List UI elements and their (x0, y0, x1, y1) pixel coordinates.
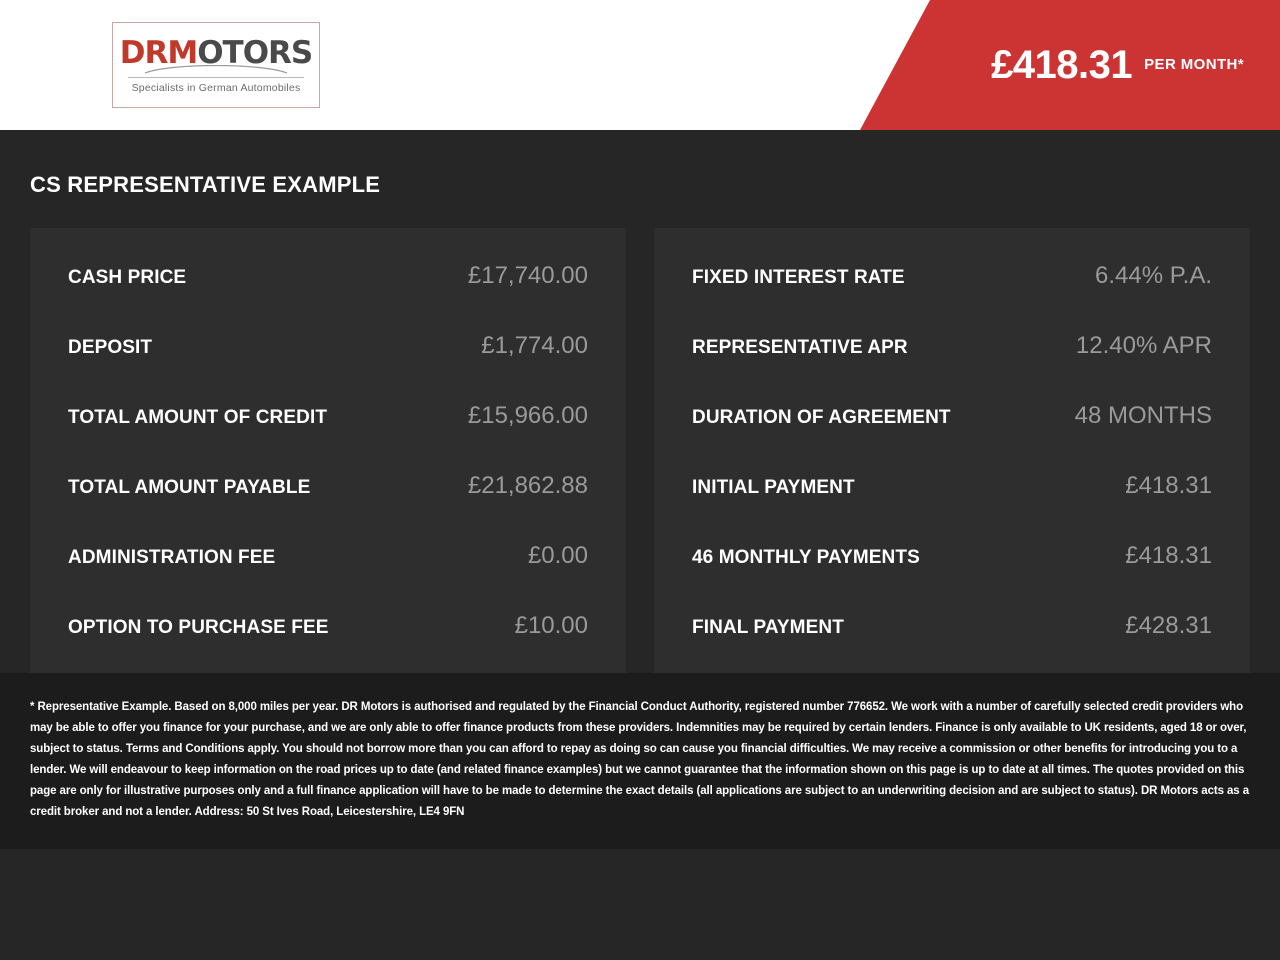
row-label: INITIAL PAYMENT (692, 477, 855, 498)
page-title: CS REPRESENTATIVE EXAMPLE (30, 172, 381, 197)
row-label: FIXED INTEREST RATE (692, 267, 905, 288)
disclaimer-text: * Representative Example. Based on 8,000 miles per year. DR Motors is authorised and regulated by the Financial Conduct Authority, registered number 776652. We work with a number of carefully selected credit providers who may be able to offer you finance for your purchase, and we are only able to offer finance products from these providers. Indemnities may be required by certain lenders. Finance is only available to UK residents, aged 18 or over, subject to status. Terms and Conditions apply. You should not borrow more than you can afford to repay as doing so can cause you financial difficulties. We may receive a commission or other benefits for introducing you to a lender. We will endeavour to keep information on the road prices up to date (and related finance examples) but we cannot guarantee that the information shown on this page is up to date at all times. The quotes provided on this page are only for illustrative purposes only and a full finance application will have to be made to determine the exact details (all applications are subject to an underwriting decision and are subject to status). DR Motors acts as a credit broker and not a lender. Address: 50 St Ives Road, Leicestershire, LE4 9FN (30, 701, 1249, 818)
monthly-price (991, 0, 1244, 130)
table-row (692, 542, 1212, 612)
row-label: ADMINISTRATION FEE (68, 547, 276, 568)
logo-swoosh-icon (141, 65, 291, 73)
row-label: TOTAL AMOUNT OF CREDIT (68, 407, 328, 428)
row-label: 46 MONTHLY PAYMENTS (692, 547, 920, 568)
row-label: DURATION OF AGREEMENT (692, 407, 951, 428)
finance-example-section (0, 130, 1280, 960)
logo-tagline: Specialists in German Automobiles (131, 82, 301, 94)
row-label: CASH PRICE (68, 267, 187, 288)
table-row (68, 332, 588, 402)
row-label: REPRESENTATIVE APR (692, 337, 908, 358)
row-value: £21,862.88 (467, 472, 588, 499)
logo-text-dr: DR (119, 35, 168, 71)
row-value: £428.31 (1125, 612, 1212, 639)
table-row (692, 612, 1212, 682)
row-value: 48 MONTHS (1074, 402, 1212, 429)
row-value: 6.44% P.A. (1095, 262, 1212, 289)
row-value: 12.40% APR (1075, 332, 1212, 359)
row-value: £418.31 (1125, 472, 1212, 499)
row-label: OPTION TO PURCHASE FEE (68, 617, 329, 638)
finance-panels (0, 198, 1280, 712)
table-row (68, 612, 588, 682)
row-value: £10.00 (514, 612, 588, 639)
row-label: FINAL PAYMENT (692, 617, 844, 638)
table-row (68, 402, 588, 472)
row-label: TOTAL AMOUNT PAYABLE (68, 477, 311, 498)
row-value: £0.00 (527, 542, 588, 569)
price-period-label: PER MONTH* (1144, 55, 1244, 73)
table-row (692, 472, 1212, 542)
page-header (0, 0, 1280, 130)
disclaimer-footer (0, 673, 1280, 849)
row-value: £418.31 (1125, 542, 1212, 569)
table-row (68, 262, 588, 332)
row-value: £15,966.00 (467, 402, 588, 429)
row-value: £1,774.00 (481, 332, 588, 359)
row-label: DEPOSIT (68, 337, 153, 358)
left-finance-panel (30, 228, 626, 712)
table-row (692, 402, 1212, 472)
dr-motors-logo[interactable] (112, 22, 320, 108)
table-row (692, 262, 1212, 332)
table-row (692, 332, 1212, 402)
logo-text-otors: OTORS (197, 35, 313, 71)
table-row (68, 472, 588, 542)
table-row (68, 542, 588, 612)
logo-divider (128, 77, 304, 78)
row-value: £17,740.00 (467, 262, 588, 289)
price-amount: £418.31 (991, 43, 1133, 87)
right-finance-panel (654, 228, 1250, 712)
logo-text-m: M (167, 35, 198, 71)
